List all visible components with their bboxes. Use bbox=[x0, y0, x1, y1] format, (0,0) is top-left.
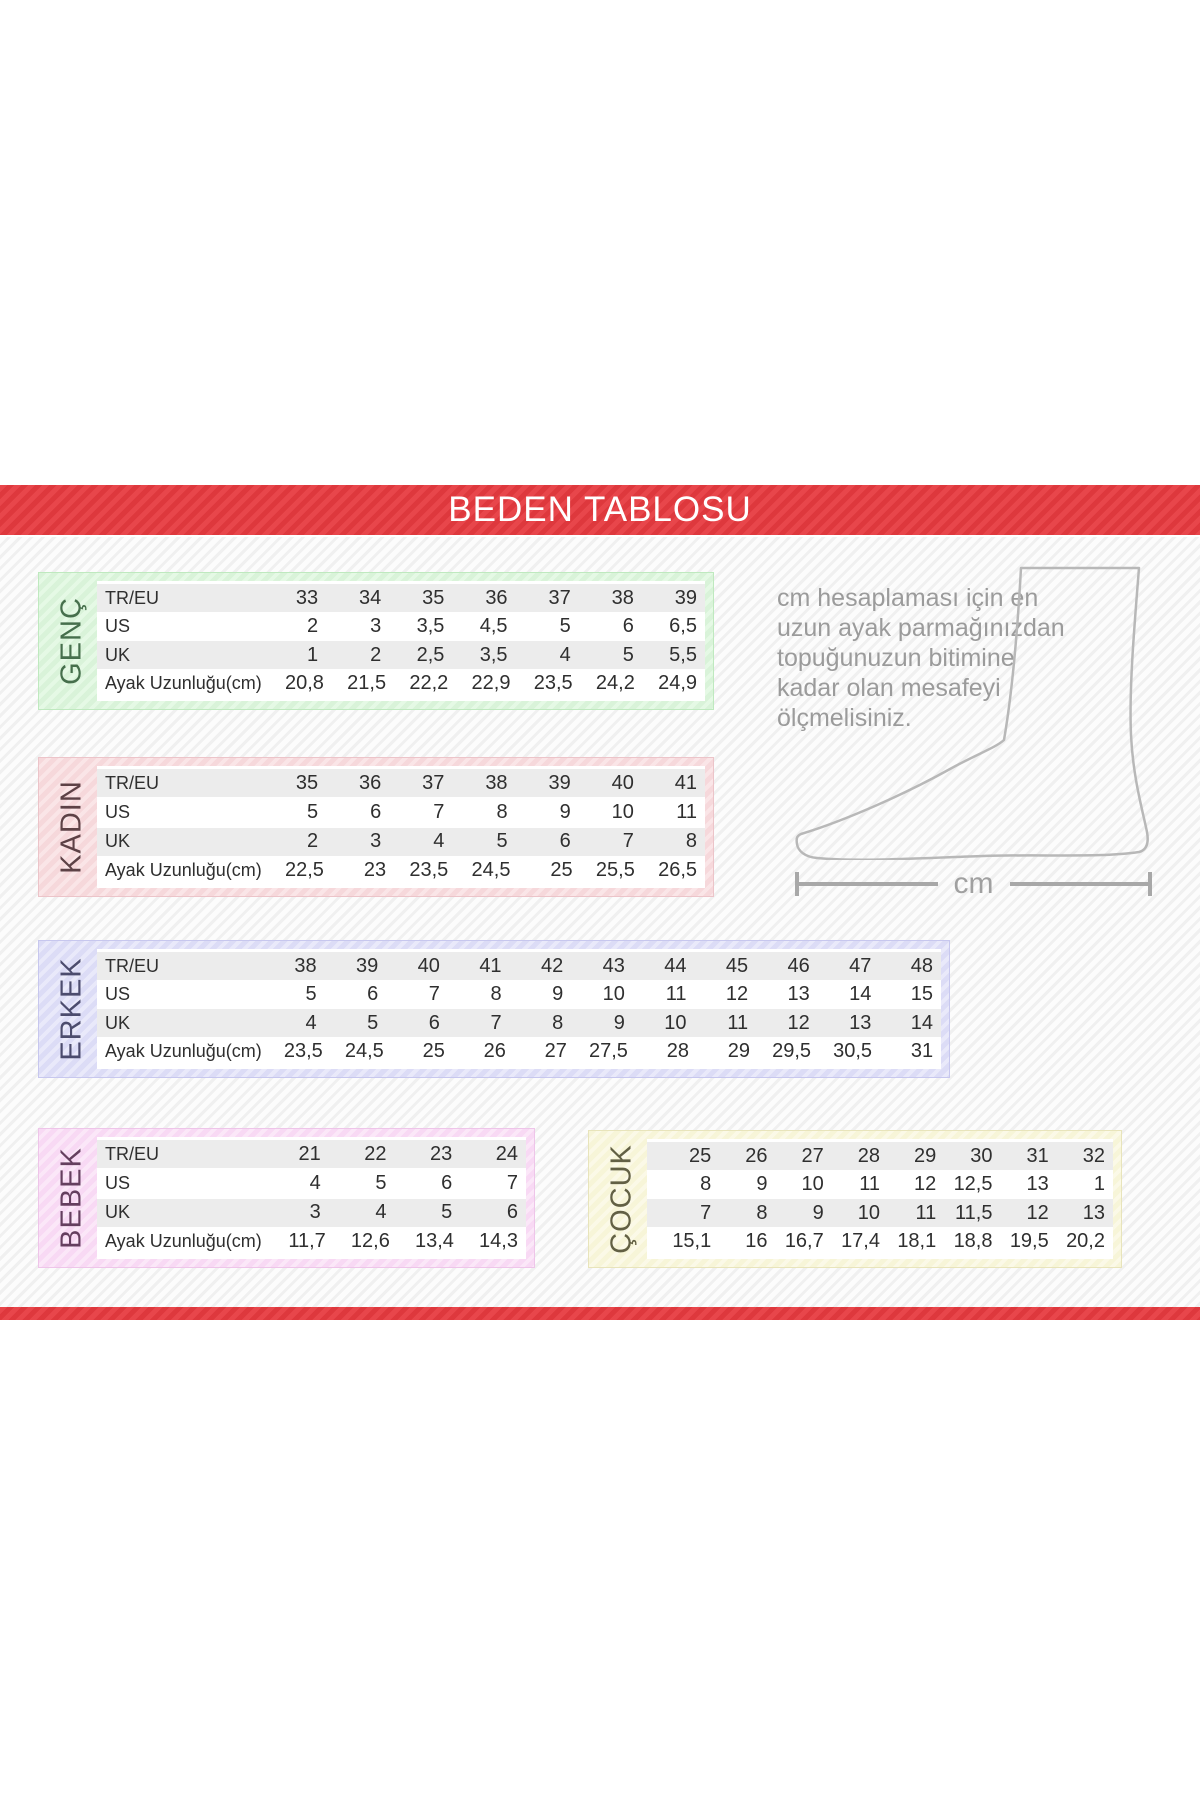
size-cell: 27,5 bbox=[588, 1040, 628, 1063]
size-cell: 40 bbox=[611, 771, 634, 794]
table-row bbox=[97, 798, 705, 826]
category-label-strip bbox=[47, 766, 97, 888]
size-cell: 7 bbox=[428, 983, 440, 1006]
size-cell: 8 bbox=[496, 800, 508, 823]
size-cell: 4,5 bbox=[479, 615, 508, 638]
size-cell: 14 bbox=[849, 983, 872, 1006]
size-cell: 28 bbox=[857, 1144, 880, 1167]
row-header: Ayak Uzunluğu(cm) bbox=[105, 1231, 262, 1252]
size-cell: 23,5 bbox=[409, 859, 449, 882]
table-row bbox=[97, 857, 705, 885]
size-table-genc bbox=[38, 572, 714, 710]
size-cell: 13 bbox=[1082, 1201, 1105, 1224]
size-cell: 11,5 bbox=[955, 1201, 993, 1224]
size-cell: 35 bbox=[295, 771, 319, 794]
size-cell: 29,5 bbox=[772, 1040, 812, 1063]
size-cell: 5 bbox=[305, 983, 317, 1006]
size-cell: 47 bbox=[849, 954, 872, 977]
size-cell: 6 bbox=[428, 1011, 440, 1034]
size-cell: 3 bbox=[370, 830, 382, 853]
table-row bbox=[97, 1009, 941, 1037]
table-row bbox=[97, 952, 941, 980]
size-cell: 5 bbox=[559, 615, 571, 638]
size-cell: 6 bbox=[506, 1201, 518, 1224]
size-cell: 25 bbox=[689, 1144, 712, 1167]
row-header: US bbox=[105, 1172, 131, 1193]
row-header: US bbox=[105, 801, 131, 822]
size-cell: 8 bbox=[552, 1011, 564, 1034]
size-cell: 4 bbox=[433, 830, 445, 853]
size-cell: 3,5 bbox=[479, 643, 508, 666]
size-cell: 10 bbox=[664, 1011, 687, 1034]
size-cell: 36 bbox=[359, 771, 382, 794]
size-cell: 24,5 bbox=[471, 859, 511, 882]
size-cell: 19,5 bbox=[1009, 1230, 1049, 1253]
size-cell: 9 bbox=[552, 983, 564, 1006]
size-cell: 10 bbox=[611, 800, 634, 823]
size-cell: 13 bbox=[849, 1011, 872, 1034]
size-cell: 5 bbox=[307, 800, 319, 823]
size-cell: 13 bbox=[787, 983, 810, 1006]
size-cell: 1 bbox=[1093, 1173, 1105, 1196]
size-cell: 25 bbox=[422, 1040, 445, 1063]
size-cell: 43 bbox=[602, 954, 625, 977]
size-cell: 3 bbox=[309, 1201, 321, 1224]
table-row bbox=[97, 1199, 526, 1227]
size-cell: 26,5 bbox=[658, 859, 698, 882]
category-label-erkek: ERKEK bbox=[55, 957, 88, 1061]
size-cell: 8 bbox=[685, 830, 697, 853]
size-cell: 1 bbox=[307, 643, 319, 666]
size-cell: 41 bbox=[674, 771, 697, 794]
size-cell: 6 bbox=[559, 830, 571, 853]
size-cell: 11 bbox=[915, 1201, 937, 1224]
size-cell: 21 bbox=[298, 1142, 321, 1165]
size-cell: 4 bbox=[559, 643, 571, 666]
size-cell: 7 bbox=[490, 1011, 502, 1034]
category-label-strip bbox=[47, 581, 97, 701]
size-cell: 27 bbox=[801, 1144, 824, 1167]
size-cell: 21,5 bbox=[347, 672, 387, 695]
size-cell: 39 bbox=[548, 771, 571, 794]
size-cell: 10 bbox=[602, 983, 625, 1006]
size-cell: 42 bbox=[540, 954, 564, 977]
size-cell: 7 bbox=[622, 830, 634, 853]
size-cell: 38 bbox=[294, 954, 317, 977]
size-cell: 26 bbox=[483, 1040, 506, 1063]
size-cell: 39 bbox=[674, 586, 697, 609]
size-cell: 41 bbox=[479, 954, 502, 977]
table-row bbox=[97, 1169, 526, 1197]
size-cell: 11 bbox=[727, 1011, 749, 1034]
size-cell: 29 bbox=[914, 1144, 937, 1167]
size-cell: 44 bbox=[664, 954, 687, 977]
size-cell: 12,6 bbox=[350, 1230, 390, 1253]
category-label-bebek: BEBEK bbox=[55, 1147, 88, 1249]
category-label-cocuk: ÇOCUK bbox=[605, 1144, 638, 1254]
size-cell: 6 bbox=[622, 615, 634, 638]
table-row bbox=[97, 981, 941, 1009]
size-cell: 7 bbox=[433, 800, 445, 823]
size-cell: 4 bbox=[305, 1011, 317, 1034]
size-cell: 20,2 bbox=[1066, 1230, 1105, 1253]
table-row bbox=[647, 1171, 1113, 1199]
instruction-line: cm hesaplaması için en bbox=[777, 584, 1039, 612]
size-cell: 22,2 bbox=[409, 672, 449, 695]
size-cell: 8 bbox=[700, 1173, 712, 1196]
row-header: UK bbox=[105, 1012, 131, 1033]
size-cell: 31 bbox=[1026, 1144, 1049, 1167]
size-cell: 29 bbox=[727, 1040, 750, 1063]
size-cell: 13,4 bbox=[414, 1230, 454, 1253]
size-cell: 22,5 bbox=[284, 859, 324, 882]
size-cell: 11,7 bbox=[288, 1230, 326, 1253]
size-cell: 23 bbox=[430, 1142, 453, 1165]
size-cell: 22 bbox=[364, 1142, 387, 1165]
size-cell: 32 bbox=[1082, 1144, 1105, 1167]
measure-tick-right bbox=[1148, 872, 1152, 896]
size-cell: 39 bbox=[356, 954, 379, 977]
size-cell: 31 bbox=[910, 1040, 934, 1063]
table-row bbox=[647, 1228, 1113, 1256]
category-label-kadin: KADIN bbox=[55, 780, 88, 874]
size-cell: 28 bbox=[666, 1040, 689, 1063]
size-cell: 45 bbox=[725, 954, 749, 977]
size-cell: 9 bbox=[756, 1173, 768, 1196]
table-row bbox=[97, 769, 705, 797]
size-cell: 4 bbox=[309, 1171, 321, 1194]
instruction-line: topuğunuzun bitimine bbox=[777, 644, 1015, 672]
size-cell: 37 bbox=[422, 771, 445, 794]
size-table-erkek bbox=[38, 940, 950, 1078]
size-cell: 6 bbox=[367, 983, 379, 1006]
row-header: TR/EU bbox=[105, 587, 159, 608]
table-row bbox=[647, 1199, 1113, 1227]
cm-unit-label: cm bbox=[953, 867, 994, 900]
table-row bbox=[97, 641, 705, 669]
row-header: UK bbox=[105, 831, 131, 852]
size-cell: 40 bbox=[417, 954, 440, 977]
row-header: Ayak Uzunluğu(cm) bbox=[105, 860, 262, 881]
cm-measure-line bbox=[795, 868, 1152, 900]
size-cell: 30,5 bbox=[833, 1040, 873, 1063]
page-title: BEDEN TABLOSU bbox=[448, 490, 752, 529]
table-row bbox=[97, 584, 705, 612]
size-cell: 12 bbox=[1026, 1201, 1049, 1224]
size-cell: 12 bbox=[914, 1173, 937, 1196]
size-cell: 24 bbox=[495, 1142, 518, 1165]
category-label-genc: GENÇ bbox=[55, 597, 88, 685]
size-grid-bebek bbox=[97, 1137, 526, 1259]
row-header: US bbox=[105, 984, 131, 1005]
size-cell: 5 bbox=[441, 1201, 453, 1224]
size-cell: 9 bbox=[812, 1201, 824, 1224]
size-cell: 7 bbox=[700, 1201, 712, 1224]
size-cell: 9 bbox=[559, 800, 571, 823]
size-cell: 16 bbox=[745, 1230, 768, 1253]
size-cell: 11 bbox=[665, 983, 687, 1006]
size-cell: 18,1 bbox=[897, 1230, 937, 1253]
bottom-red-stripe bbox=[0, 1307, 1200, 1320]
table-row bbox=[97, 1038, 941, 1066]
size-cell: 5 bbox=[367, 1011, 379, 1034]
size-cell: 5 bbox=[622, 643, 634, 666]
row-header: TR/EU bbox=[105, 1143, 159, 1164]
size-cell: 22,9 bbox=[471, 672, 511, 695]
size-cell: 33 bbox=[295, 586, 319, 609]
size-cell: 2 bbox=[307, 615, 319, 638]
table-row bbox=[97, 613, 705, 641]
size-cell: 14 bbox=[910, 1011, 934, 1034]
size-cell: 27 bbox=[544, 1040, 567, 1063]
table-row bbox=[97, 1140, 526, 1168]
size-table-bebek bbox=[38, 1128, 535, 1268]
size-cell: 7 bbox=[506, 1171, 518, 1194]
row-header: TR/EU bbox=[105, 955, 159, 976]
size-cell: 9 bbox=[613, 1011, 625, 1034]
category-label-strip bbox=[47, 1137, 97, 1259]
size-cell: 11 bbox=[859, 1173, 880, 1196]
size-cell: 17,4 bbox=[841, 1230, 880, 1253]
size-cell: 12 bbox=[787, 1011, 810, 1034]
size-cell: 23,5 bbox=[533, 672, 573, 695]
size-cell: 26 bbox=[745, 1144, 768, 1167]
instruction-line: kadar olan mesafeyi bbox=[777, 674, 1001, 702]
size-cell: 20,8 bbox=[284, 672, 324, 695]
size-cell: 2,5 bbox=[416, 643, 445, 666]
instruction-line: ölçmelisiniz. bbox=[777, 704, 912, 732]
table-row bbox=[97, 1228, 526, 1256]
size-cell: 37 bbox=[548, 586, 571, 609]
table-row bbox=[97, 828, 705, 856]
category-label-strip bbox=[597, 1139, 647, 1259]
size-table-cocuk bbox=[588, 1130, 1122, 1268]
size-cell: 3 bbox=[370, 615, 382, 638]
row-header: UK bbox=[105, 644, 131, 665]
size-cell: 15 bbox=[910, 983, 934, 1006]
table-row bbox=[97, 670, 705, 698]
size-cell: 5,5 bbox=[669, 643, 697, 666]
size-cell: 6 bbox=[441, 1171, 453, 1194]
row-header: US bbox=[105, 616, 131, 637]
size-grid-kadin bbox=[97, 766, 705, 888]
category-label-strip bbox=[47, 949, 97, 1069]
size-cell: 35 bbox=[422, 586, 445, 609]
size-cell: 16,7 bbox=[784, 1230, 824, 1253]
title-banner bbox=[0, 485, 1200, 535]
size-cell: 23,5 bbox=[283, 1040, 323, 1063]
size-cell: 8 bbox=[756, 1201, 768, 1224]
size-cell: 25,5 bbox=[595, 859, 635, 882]
size-cell: 15,1 bbox=[672, 1230, 712, 1253]
size-cell: 24,9 bbox=[658, 672, 698, 695]
size-cell: 38 bbox=[485, 771, 508, 794]
size-cell: 6,5 bbox=[669, 615, 697, 638]
table-row bbox=[647, 1142, 1113, 1170]
size-cell: 25 bbox=[550, 859, 573, 882]
row-header: Ayak Uzunluğu(cm) bbox=[105, 673, 262, 694]
size-cell: 8 bbox=[490, 983, 502, 1006]
size-cell: 34 bbox=[359, 586, 382, 609]
size-cell: 46 bbox=[787, 954, 810, 977]
size-cell: 2 bbox=[370, 643, 382, 666]
size-grid-cocuk bbox=[647, 1139, 1113, 1259]
size-cell: 30 bbox=[970, 1144, 993, 1167]
size-cell: 11 bbox=[676, 800, 697, 823]
measure-line-right bbox=[1010, 882, 1149, 886]
row-header: TR/EU bbox=[105, 772, 159, 793]
size-cell: 13 bbox=[1026, 1173, 1049, 1196]
size-cell: 24,5 bbox=[344, 1040, 384, 1063]
size-grid-erkek bbox=[97, 949, 941, 1069]
instruction-line: uzun ayak parmağınızdan bbox=[777, 614, 1065, 642]
size-cell: 3,5 bbox=[416, 615, 445, 638]
size-table-kadin bbox=[38, 757, 714, 897]
size-cell: 5 bbox=[496, 830, 508, 853]
size-grid-genc bbox=[97, 581, 705, 701]
size-cell: 38 bbox=[611, 586, 634, 609]
size-cell: 18,8 bbox=[953, 1230, 993, 1253]
row-header: Ayak Uzunluğu(cm) bbox=[105, 1041, 262, 1062]
size-cell: 48 bbox=[910, 954, 934, 977]
size-cell: 6 bbox=[370, 800, 382, 823]
size-cell: 12 bbox=[725, 983, 749, 1006]
size-cell: 10 bbox=[857, 1201, 880, 1224]
size-cell: 36 bbox=[485, 586, 508, 609]
measure-line-left bbox=[799, 882, 938, 886]
size-cell: 4 bbox=[375, 1201, 387, 1224]
size-cell: 24,2 bbox=[595, 672, 635, 695]
size-cell: 14,3 bbox=[479, 1230, 518, 1253]
size-cell: 12,5 bbox=[953, 1173, 993, 1196]
row-header: UK bbox=[105, 1202, 131, 1223]
size-cell: 10 bbox=[801, 1173, 824, 1196]
size-cell: 2 bbox=[307, 830, 319, 853]
size-cell: 5 bbox=[375, 1171, 387, 1194]
size-cell: 23 bbox=[363, 859, 387, 882]
foot-outline-illustration bbox=[785, 560, 1155, 860]
